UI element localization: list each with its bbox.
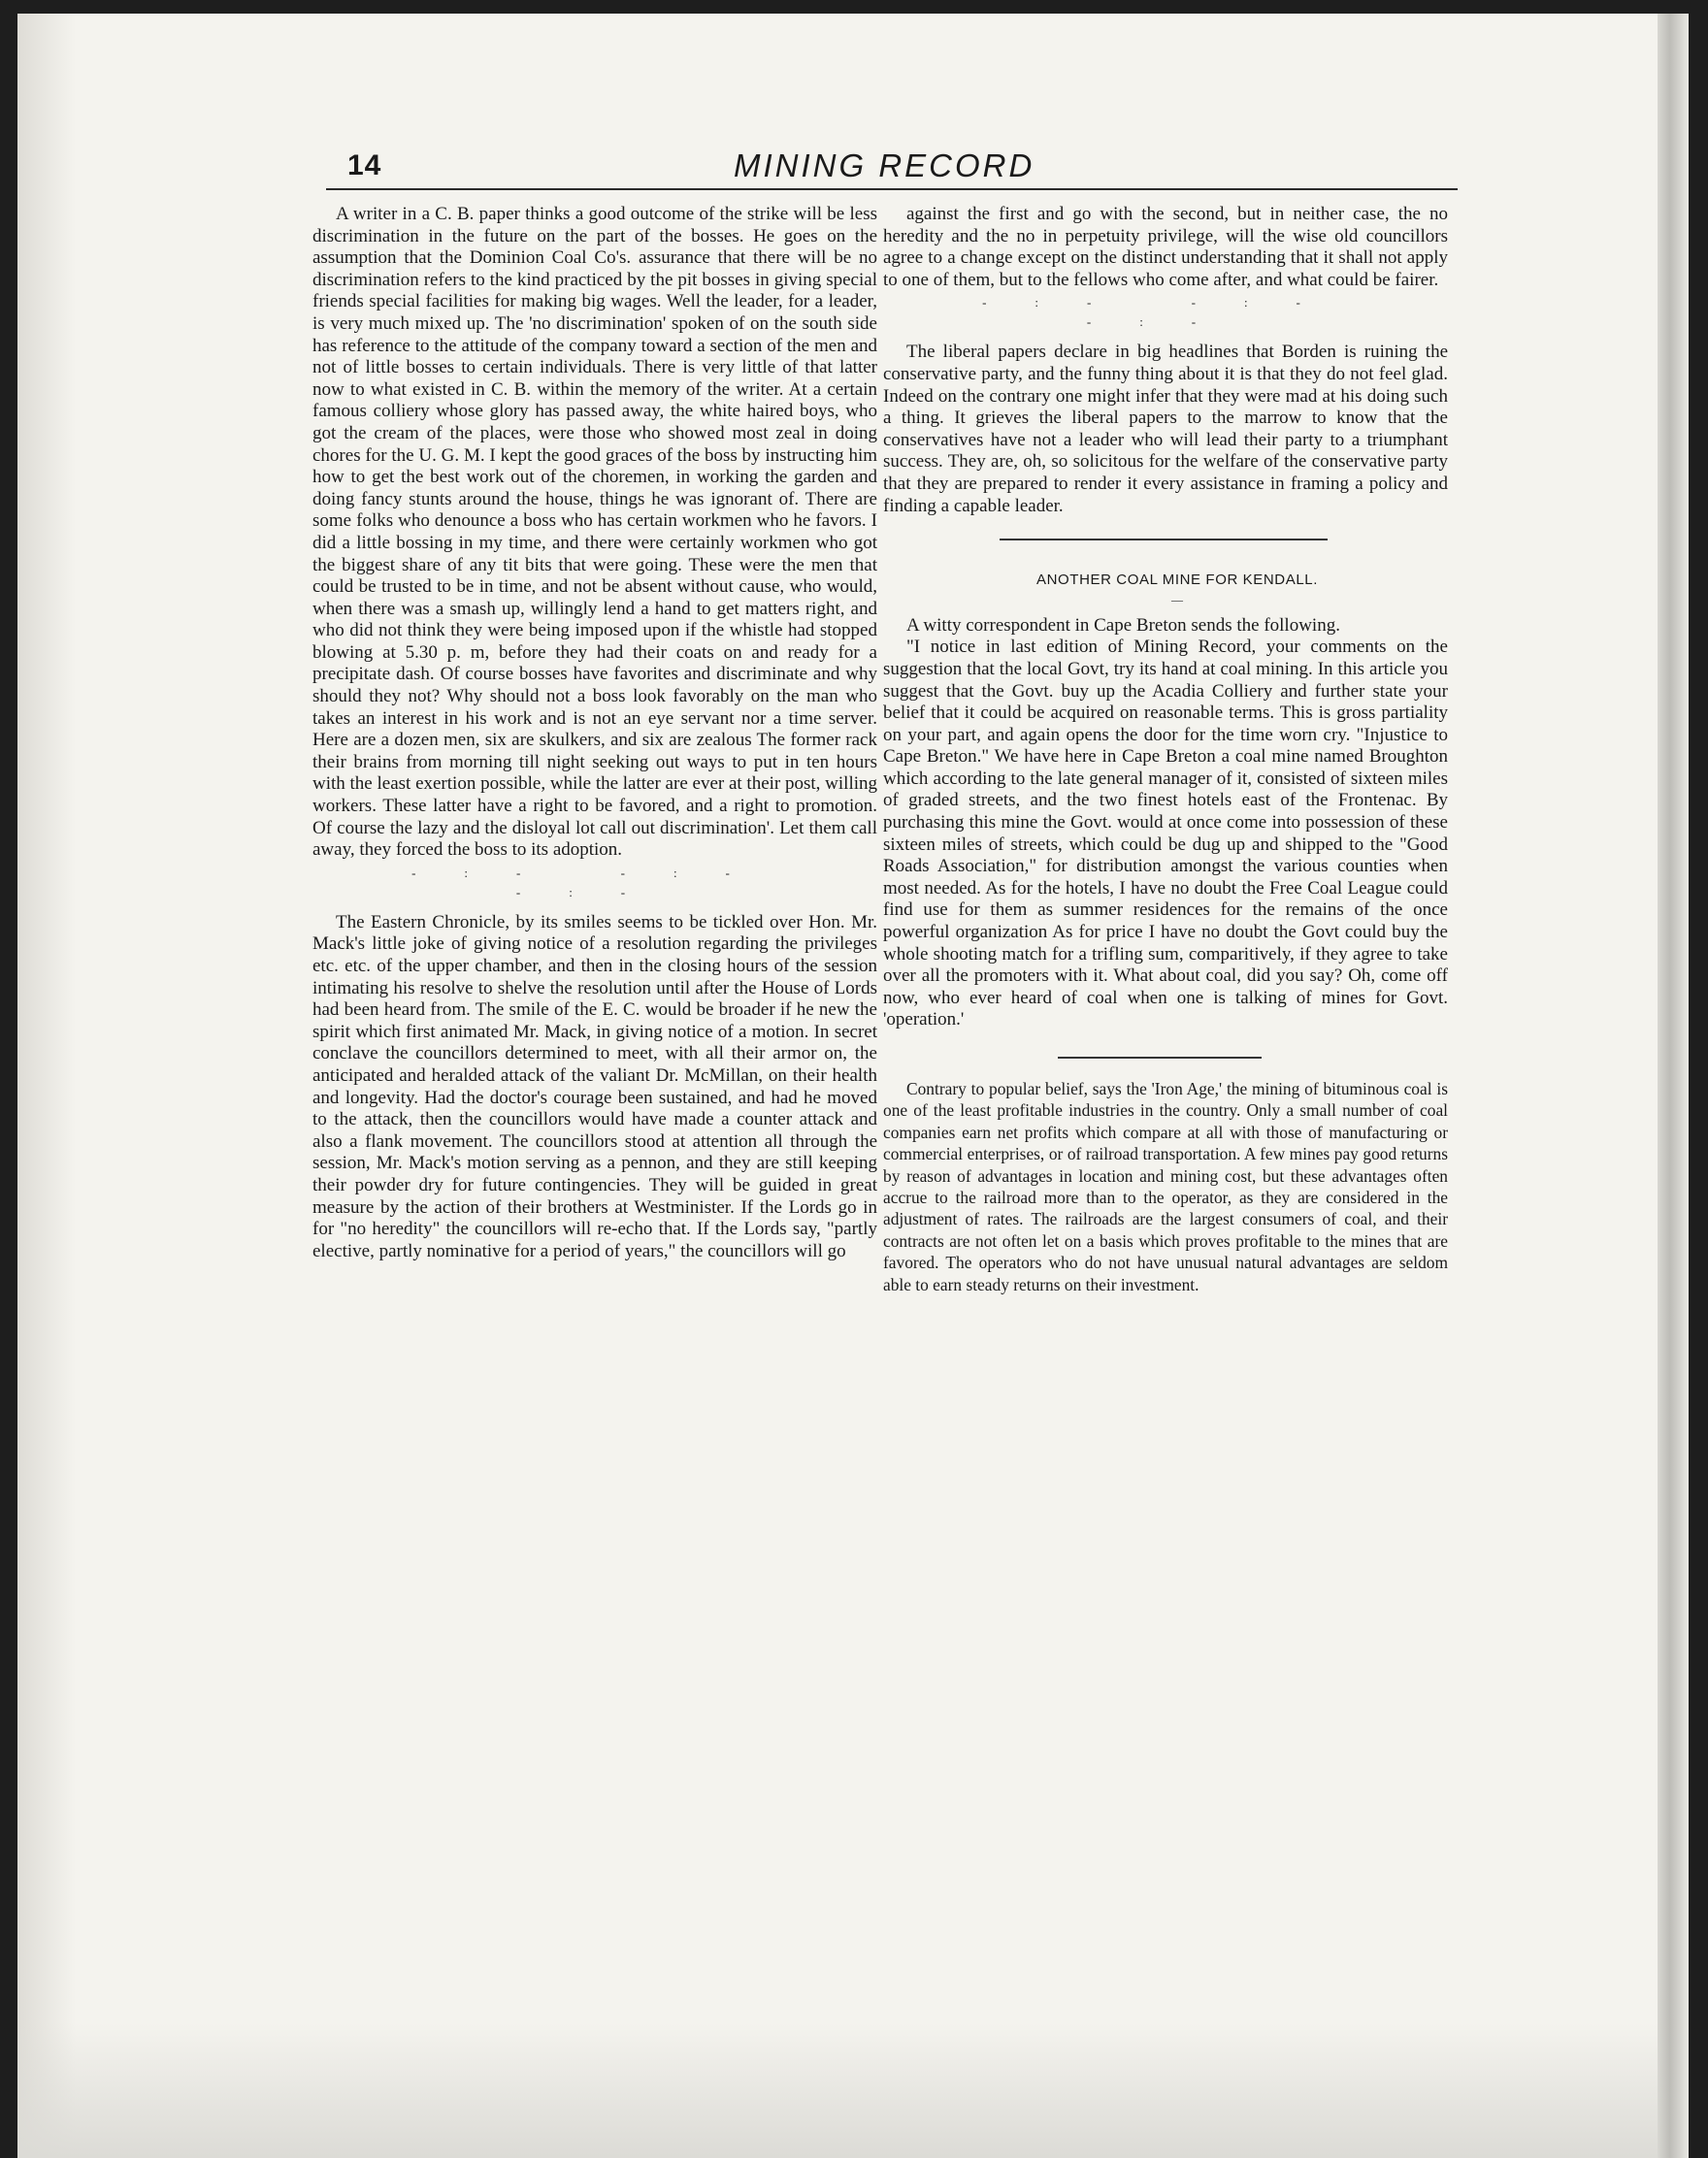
headline-dash: — bbox=[1171, 592, 1183, 606]
article-liberal-papers: The liberal papers declare in big headlines that Borden is ruining the conservative party, and the funny thing about it is that they do not feel glad. Indeed on the contrary one might infer that they were mad at his doing such a thing. It grieves the liberal papers to the marrow to know that the conservatives have not a leader who will lead their party to a triumphant success. They are, oh, so solicitous for the welfare of the conservative party that they are prepared to render it every assistance in framing a policy and finding a capable leader. bbox=[883, 342, 1448, 516]
section-rule bbox=[1000, 539, 1328, 540]
article-letter: "I notice in last edition of Mining Record, your comments on the suggestion that the local Govt, try its hand at coal mining. In this article you suggest that the Govt. buy up the Acadia Colliery and further state your belief that it could be acquired on reasonable terms. This is gross partiality on your part, and again opens the door for the time worn cry. "Injustice to Cape Breton." We have here in Cape Breton a coal mine named Broughton which according to the late general manager of it, consisted of sixteen miles of graded streets, and the two finest hotels east of the Frontenac. By purchasing this mine the Govt. would at once come into possession of these sixteen miles of streets, which could be dug up and shipped to the "Good Roads Association," for distribution amongst the various counties when most needed. As for the hotels, I have no doubt the Free Coal League could find use for them as summer residences for the remains of the once powerful organization As for price I have no doubt the Govt could buy the whole shooting match for a trifling sum, comparitively, if they agree to take over all the promoters with it. What about coal, did you say? Oh, come off now, who ever heard of coal when one is talking of mines for Govt. 'operation.' bbox=[883, 637, 1448, 1030]
article-strike-discrimination: A writer in a C. B. paper thinks a good outcome of the strike will be less discrimination in the future on the part of the bosses. He goes on the assumption that the Dominion Coal Co's. assurance that there will be no discrimination refers to the kind practiced by the pit bosses in giving special friends special facilities for making big wages. Well the leader, for a leader, is very much mixed up. The 'no discrimination' spoken of on the south side has reference to the attitude of the company toward a section of the men and not of little bosses to certain individuals. There is very little of that latter now to what existed in C. B. within the memory of the writer. At a certain famous colliery whose glory has passed away, the white haired boys, who got the cream of the places, were those who showed most zeal in doing chores for the U. G. M. I kept the good graces of the boss by instructing him how to get the best work out of the choremen, in working the garden and doing fancy stunts around the house, things he was ignorant of. There are some folks who denounce a boss who has certain workmen who he favors. I did a little bossing in my time, and there were certainly workmen who got the biggest share of any tit bits that were going. These were the men that could be trusted to be in time, and not be absent without cause, who would, when there was a smash up, willingly lend a hand to get matters right, and who did not think they were being imposed upon if the whistle had stopped blowing at 5.30 p. m, before they had their coats on and ready for a precipitate dash. Of course bosses have favorites and discriminate and why should they not? Why should not a boss look favorably on the man who takes an interest in his work and is not an eye servant nor a time server. Here are a dozen men, six are skulkers, and six are zealous The former rack their brains from morning till night seeking out ways to put in ten hours with the least exertion possible, while the latter are ever at their post, willing workers. These latter have a right to be favored, and a right to promotion. Of course the lazy and the disloyal lot call out discrimination'. Let them call away, they forced the boss to its adoption. bbox=[312, 204, 877, 861]
right-column bbox=[883, 204, 1448, 1295]
article-headline: ANOTHER COAL MINE FOR KENDALL. bbox=[1036, 572, 1318, 589]
article-intro: A witty correspondent in Cape Breton sends the following. bbox=[906, 614, 1340, 636]
page-edge bbox=[1658, 14, 1689, 2158]
page-number: 14 bbox=[347, 149, 382, 181]
page-bottom-shadow bbox=[17, 2022, 1689, 2158]
page-left-shadow bbox=[17, 14, 76, 2158]
rule-wrapper bbox=[883, 517, 1448, 552]
page-header bbox=[326, 146, 1458, 194]
header-rule bbox=[326, 188, 1458, 190]
rule-wrapper bbox=[883, 1031, 1448, 1070]
left-column bbox=[312, 204, 877, 1262]
article-iron-age: Contrary to popular belief, says the 'Iron Age,' the mining of bituminous coal is one of the least profitable industries in the country. Only a small number of coal companies earn net profits which compare at all with those of manufacturing or commercial enterprises, or of railroad transportation. A few mines pay good returns by reason of advantages in location and mining cost, but these advantages often accrue to the railroad more than to the operator, as they are considered in the adjustment of rates. The railroads are the largest consumers of coal, and their contracts are not often let on a basis which proves profitable to the mines that are favored. The operators who do not have unusual natural advantages are seldom able to earn steady returns on their investment. bbox=[883, 1079, 1448, 1294]
article-continued: against the first and go with the second, but in neither case, the no heredity and the no in perpetuity privilege, will the wise old councillors agree to a change except on the distinct understanding that it shall not apply to one of them, but to the fellows who come after, and what could be fairer. bbox=[883, 204, 1448, 290]
section-rule bbox=[1058, 1057, 1262, 1059]
section-separator: -:- -:- -:- bbox=[411, 865, 778, 899]
article-eastern-chronicle: The Eastern Chronicle, by its smiles seems to be tickled over Hon. Mr. Mack's little joke of giving notice of a resolution regarding the privileges etc. etc. of the upper chamber, and then in the closing hours of the session intimating his resolve to shelve the resolution until after the House of Lords had been heard from. The smile of the E. C. would be broader if he new the spirit which first animated Mr. Mack, in giving notice of a motion. In secret conclave the councillors determined to meet, with all their armor on, the anticipated and heralded attack of the valiant Dr. McMillan, on their health and longevity. Had the doctor's courage been sustained, and had he moved to the attack, then the councillors would have made a counter attack and also a flank movement. The councillors stood at attention all through the session, Mr. Mack's motion serving as a pennon, and they are still keeping their powder dry for future contingencies. They will be guided in great measure by the action of their brothers at Westminister. If the Lords go in for "no heredity" the councillors will re-echo that. If the Lords say, "partly elective, partly nominative for a period of years," the councillors will go bbox=[312, 911, 877, 1261]
masthead-title: MINING RECORD bbox=[734, 147, 1035, 183]
section-separator: -:- -:- -:- bbox=[982, 295, 1349, 330]
